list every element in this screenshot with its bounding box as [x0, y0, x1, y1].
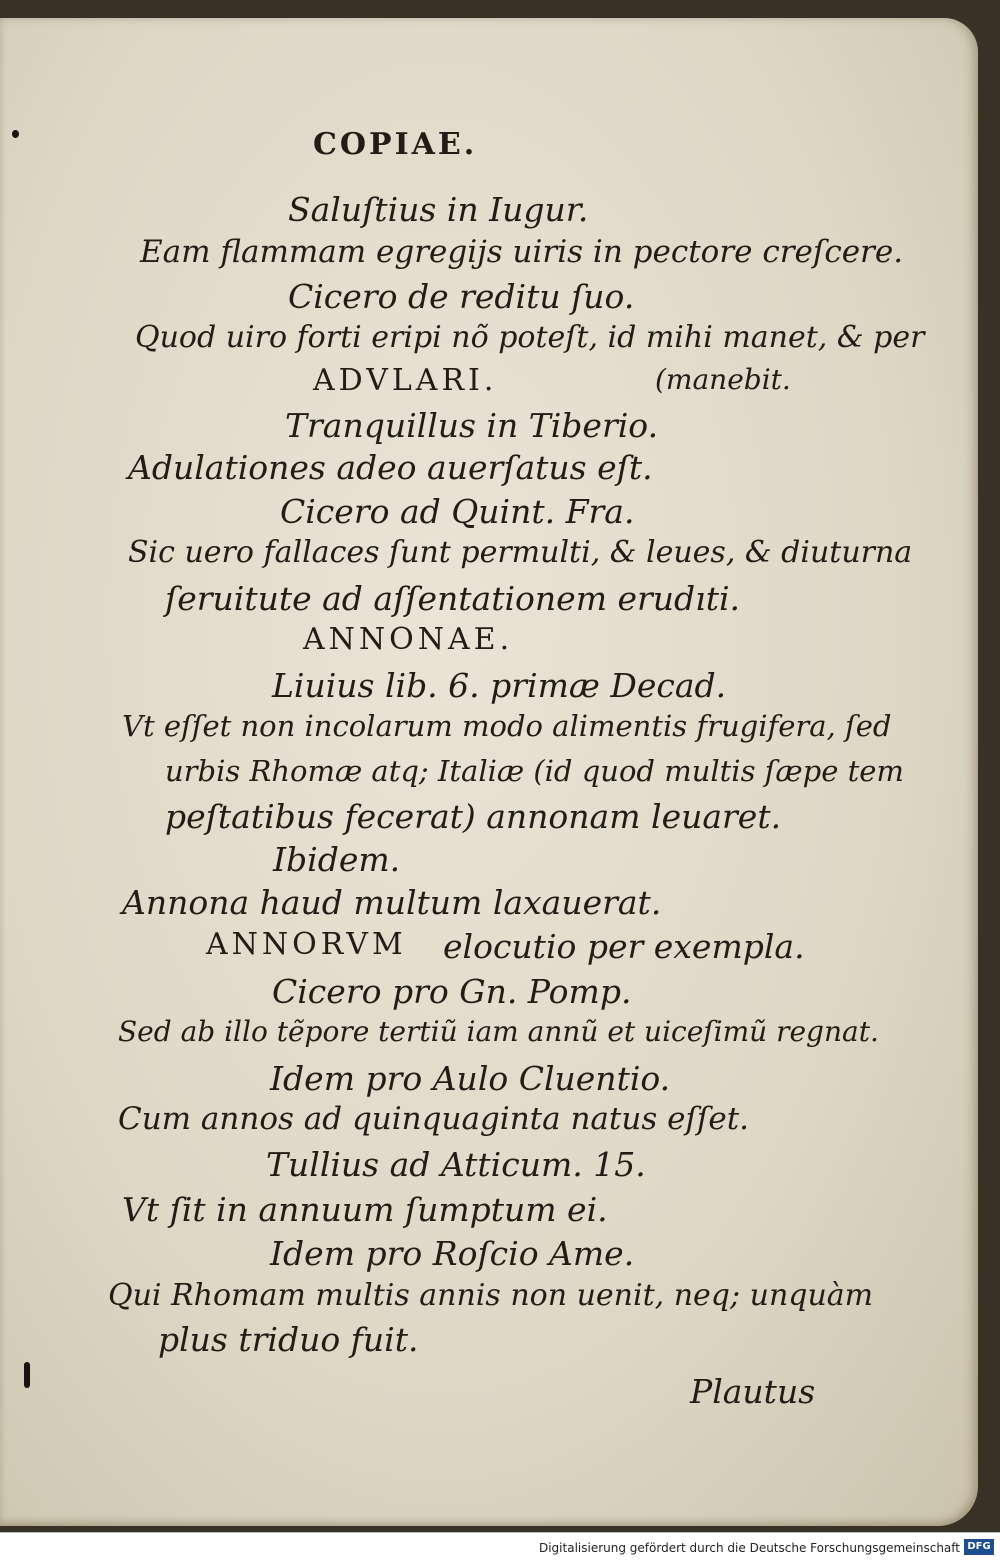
citation-line: Liuius lib. 6. primæ Decad.: [272, 666, 727, 705]
text-line: urbis Rhomæ atq; Italiæ (id quod multis ſæpe tem: [165, 754, 904, 788]
text-line: Sed ab illo tẽpore tertiũ iam annũ et uiceſimũ regnat.: [118, 1015, 879, 1048]
citation-line: Idem pro Roſcio Ame.: [270, 1234, 635, 1273]
digitization-footer: [0, 1532, 1000, 1561]
text-line: Cum annos ad quinquaginta natus eſſet.: [118, 1101, 750, 1137]
citation-line: Tranquillus in Tiberio.: [285, 406, 659, 445]
ink-speck: [24, 1362, 30, 1388]
text-line: Eam flammam egregijs uiris in pectore creſcere.: [140, 234, 904, 270]
section-heading: ADVLARI.: [313, 363, 498, 398]
text-line: Qui Rhomam multis annis non uenit, neq; unquàm: [108, 1278, 874, 1313]
citation-line: Cicero ad Quint. Fra.: [280, 492, 635, 531]
running-head: COPIAE.: [313, 127, 478, 162]
citation-line: Cicero de reditu ſuo.: [288, 277, 635, 316]
citation-line: Tullius ad Atticum. 15.: [266, 1145, 646, 1184]
catchword: Plautus: [690, 1372, 816, 1411]
text-line: ſeruitute ad aſſentationem erudıti.: [165, 579, 741, 618]
text-line: Adulationes adeo auerſatus eſt.: [128, 448, 653, 487]
footer-credit: Digitalisierung gefördert durch die Deutsche Forschungsgemeinschaft: [538, 1541, 960, 1555]
text-line: Quod uiro forti eripi nõ poteſt, id mihi manet, & per: [135, 320, 925, 355]
ink-speck: [12, 130, 19, 138]
text-line-continuation: (manebit.: [655, 363, 791, 396]
text-line: Vt ſit in annuum ſumptum ei.: [122, 1190, 608, 1229]
citation-line: Ibidem.: [273, 840, 401, 879]
section-heading: ANNORVM: [206, 927, 407, 962]
section-heading-subtitle: elocutio per exempla.: [443, 927, 805, 966]
citation-line: Saluſtius in Iugur.: [288, 190, 589, 229]
text-line: Vt eſſet non incolarum modo alimentis frugifera, ſed: [122, 709, 892, 743]
citation-line: Cicero pro Gn. Pomp.: [272, 972, 632, 1011]
text-line: peſtatibus fecerat) annonam leuaret.: [165, 797, 782, 836]
citation-line: Idem pro Aulo Cluentio.: [270, 1059, 671, 1098]
text-line: Annona haud multum laxauerat.: [122, 883, 662, 922]
dfg-logo-icon: DFG: [964, 1539, 994, 1555]
text-line: plus triduo fuit.: [158, 1320, 419, 1359]
text-line: Sic uero fallaces ſunt permulti, & leues, & diuturna: [128, 535, 913, 570]
section-heading: ANNONAE.: [303, 622, 514, 657]
